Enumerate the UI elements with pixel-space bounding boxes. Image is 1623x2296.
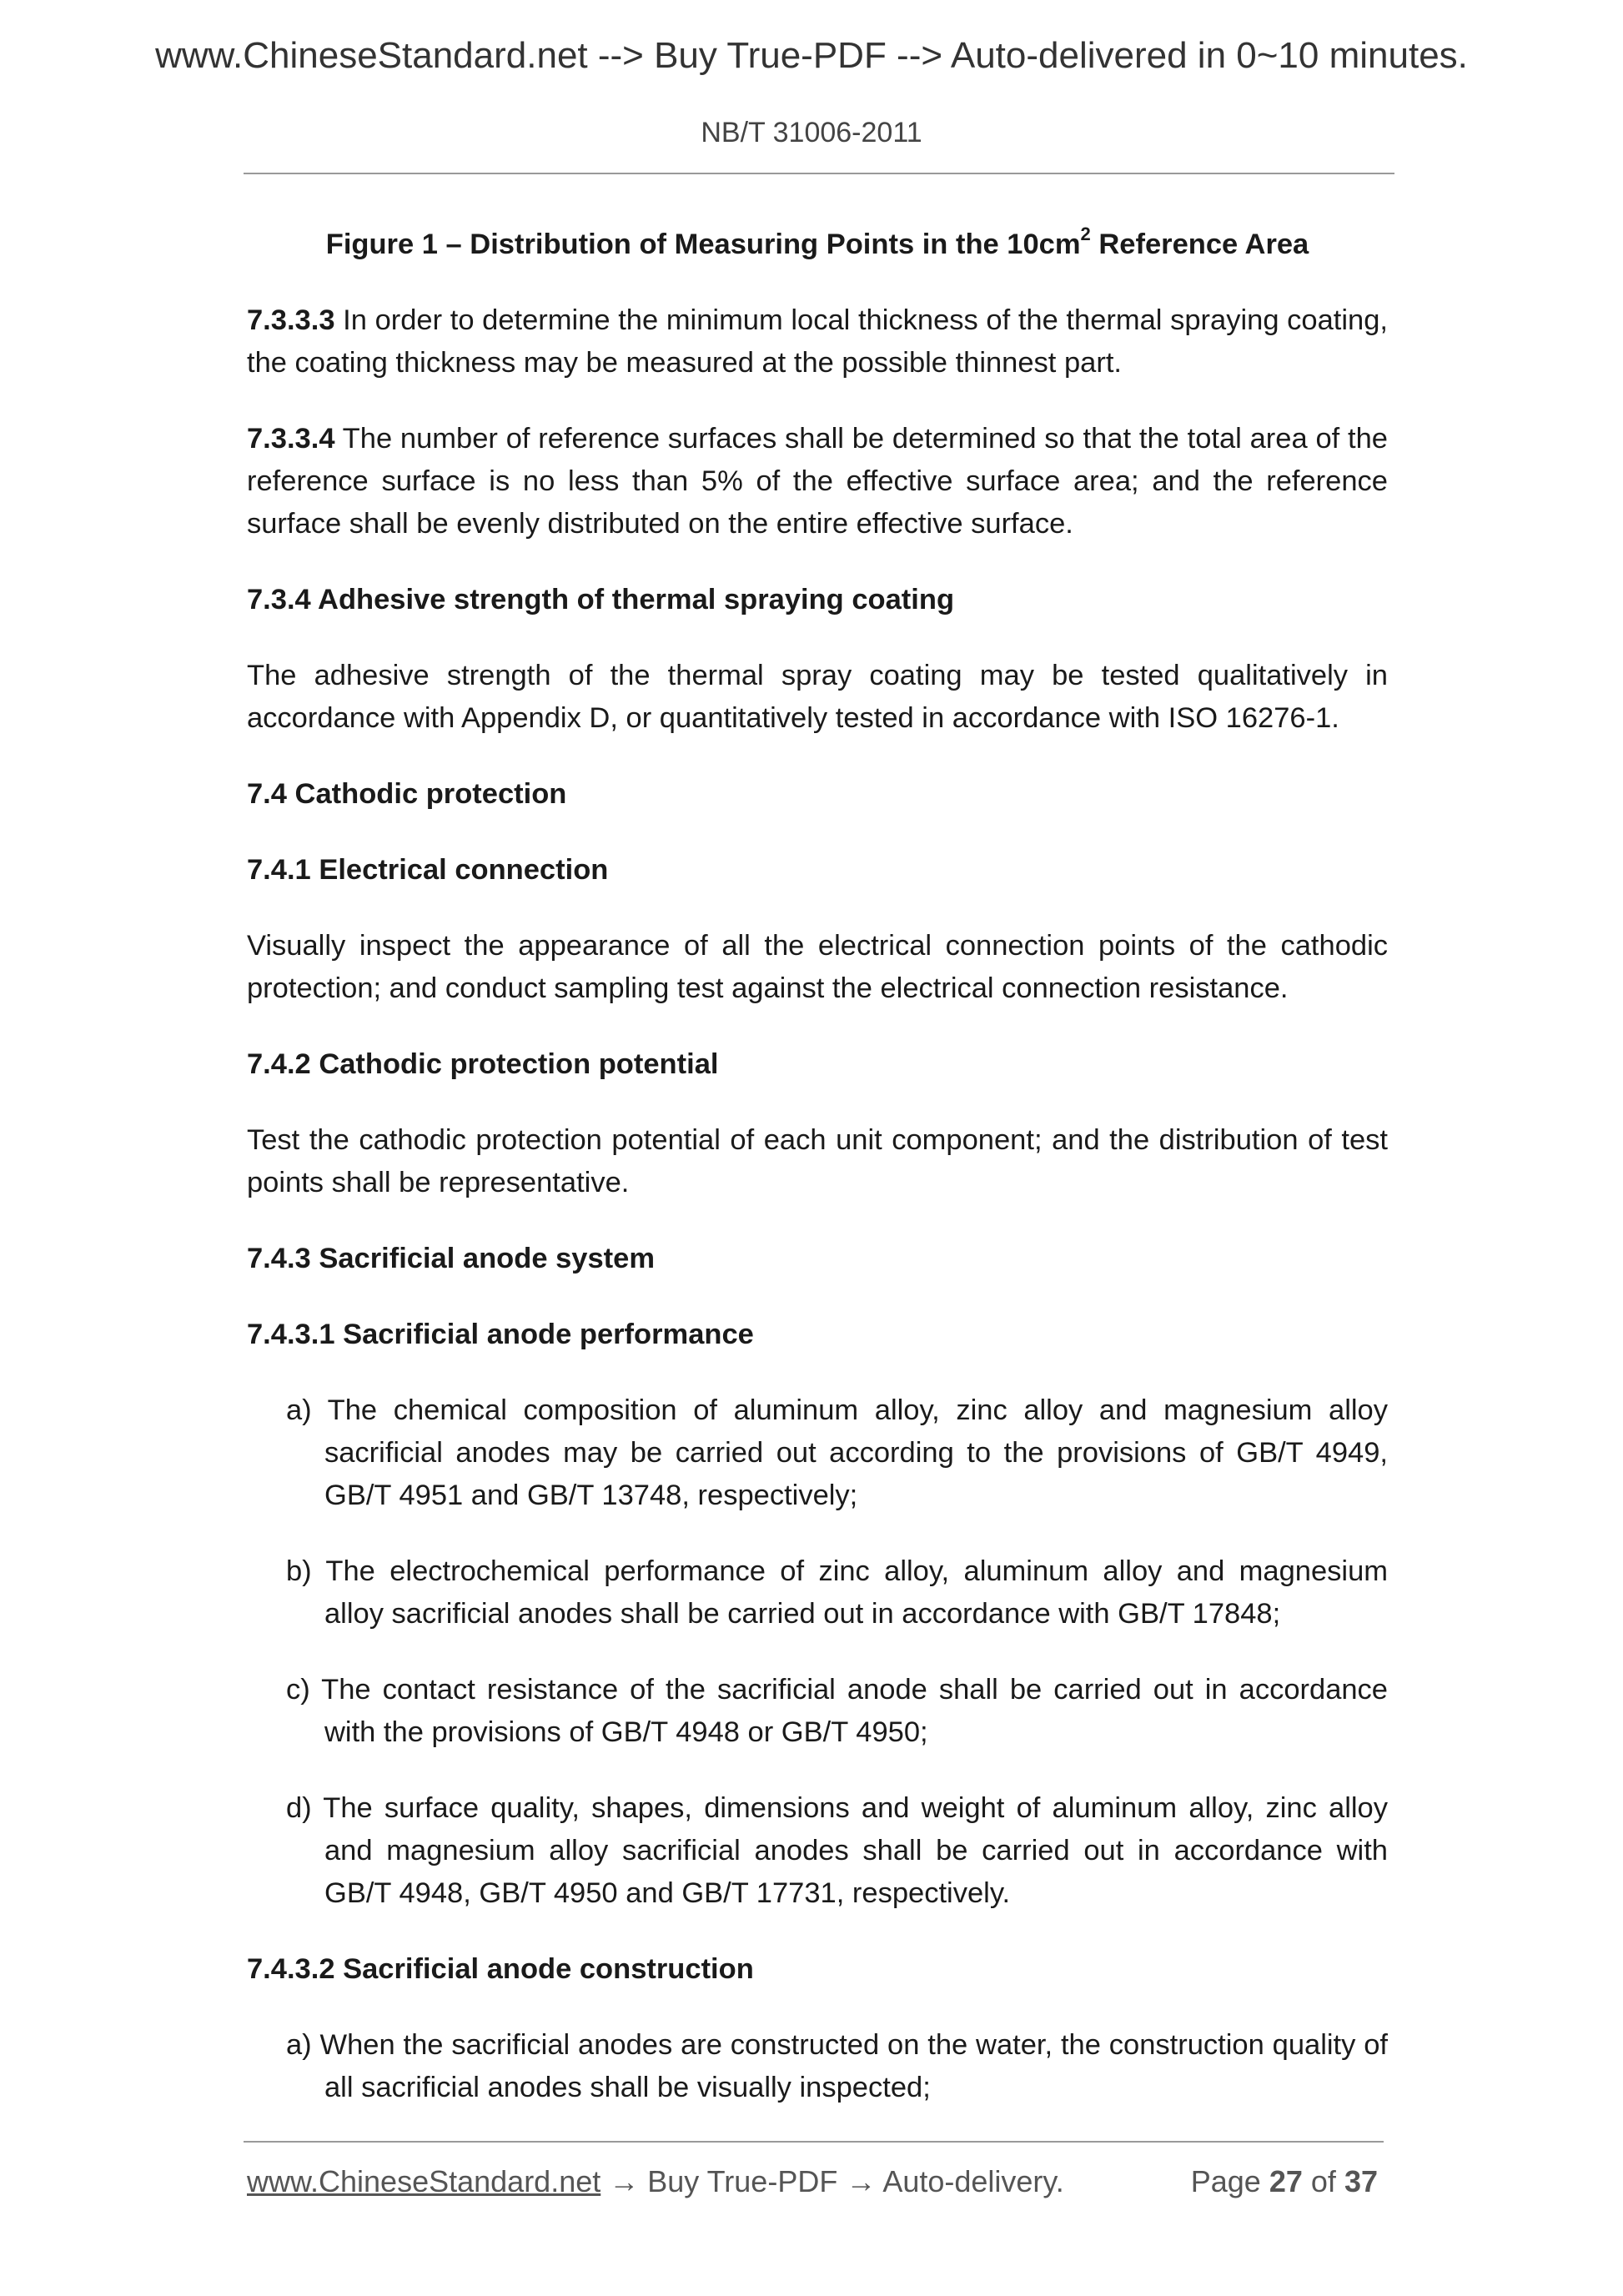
list-item-d: d) The surface quality, shapes, dimensions and weight of aluminum alloy, zinc alloy and magnesium alloy sacrificial anodes shall be carried out in accordance with GB/T 4948, GB/T 4950 and GB/T 17731, respectively.	[286, 1792, 1388, 1909]
figure-caption-text: Figure 1 – Distribution of Measuring Points in the 10cm	[325, 229, 1081, 260]
paragraph-7-4-1: Visually inspect the appearance of all the electrical connection points of the cathodic protection; and conduct sampling test against the electrical connection resistance.	[247, 930, 1388, 1004]
list-item-a: a) The chemical composition of aluminum alloy, zinc alloy and magnesium alloy sacrificial anodes may be carried out according to the provisions of GB/T 4949, GB/T 4951 and GB/T 13748, respectively;	[286, 1394, 1388, 1511]
header-divider	[244, 173, 1394, 174]
list-item-a: a) When the sacrificial anodes are constructed on the water, the construction quality of all sacrificial anodes shall be visually inspected;	[286, 2029, 1388, 2103]
heading-7-3-4: 7.3.4 Adhesive strength of thermal spraying coating	[247, 584, 955, 615]
page-current: 27	[1269, 2164, 1303, 2198]
document-code: NB/T 31006-2011	[701, 117, 922, 148]
page-content	[247, 224, 1388, 2143]
footer-site-link[interactable]: www.ChineseStandard.net	[247, 2164, 601, 2198]
list-item-b: b) The electrochemical performance of zinc alloy, aluminum alloy and magnesium alloy sacrificial anodes shall be carried out in accordance with GB/T 17848;	[286, 1555, 1388, 1630]
figure-caption-tail: Reference Area	[1090, 229, 1309, 260]
heading-7-4-3-2: 7.4.3.2 Sacrificial anode construction	[247, 1953, 754, 1985]
heading-7-4-3: 7.4.3 Sacrificial anode system	[247, 1243, 656, 1274]
heading-7-4: 7.4 Cathodic protection	[247, 778, 567, 810]
paragraph-7-4-2: Test the cathodic protection potential of each unit component; and the distribution of test points shall be representative.	[247, 1124, 1388, 1198]
page-of: of	[1310, 2164, 1336, 2198]
footer-divider	[244, 2141, 1384, 2143]
heading-7-4-2: 7.4.2 Cathodic protection potential	[247, 1048, 719, 1080]
page-total: 37	[1344, 2164, 1378, 2198]
figure-caption-superscript: 2	[1080, 223, 1091, 244]
clause-7-3-3-3	[247, 299, 1388, 384]
clause-number: 7.3.3.3	[247, 304, 335, 336]
clause-text: The number of reference surfaces shall be determined so that the total area of the reference surface is no less than 5% of the effective surface area; and the reference surface shall be evenly distributed on the entire effective surface.	[247, 423, 1388, 540]
heading-7-4-3-1: 7.4.3.1 Sacrificial anode performance	[247, 1319, 754, 1350]
clause-7-3-3-4	[247, 418, 1388, 545]
page-label: Page	[1190, 2164, 1261, 2198]
clause-number: 7.3.3.4	[247, 423, 335, 455]
footer-link	[247, 2161, 1064, 2203]
page-footer	[247, 2161, 1388, 2203]
footer-link-tail: → Buy True-PDF → Auto-delivery.	[600, 2164, 1064, 2198]
list-item-c: c) The contact resistance of the sacrificial anode shall be carried out in accordance with the provisions of GB/T 4948 or GB/T 4950;	[286, 1674, 1388, 1748]
figure-caption	[247, 224, 1388, 266]
paragraph-7-3-4: The adhesive strength of the thermal spray coating may be tested qualitatively in accordance with Appendix D, or quantitatively tested in accordance with ISO 16276-1.	[247, 660, 1388, 734]
heading-7-4-1: 7.4.1 Electrical connection	[247, 854, 609, 886]
page-indicator	[1191, 2161, 1378, 2203]
clause-text: In order to determine the minimum local thickness of the thermal spraying coating, the coating thickness may be measured at the possible thinnest part.	[247, 304, 1388, 379]
top-banner: www.ChineseStandard.net --> Buy True-PDF --> Auto-delivered in 0~10 minutes.	[155, 35, 1468, 76]
